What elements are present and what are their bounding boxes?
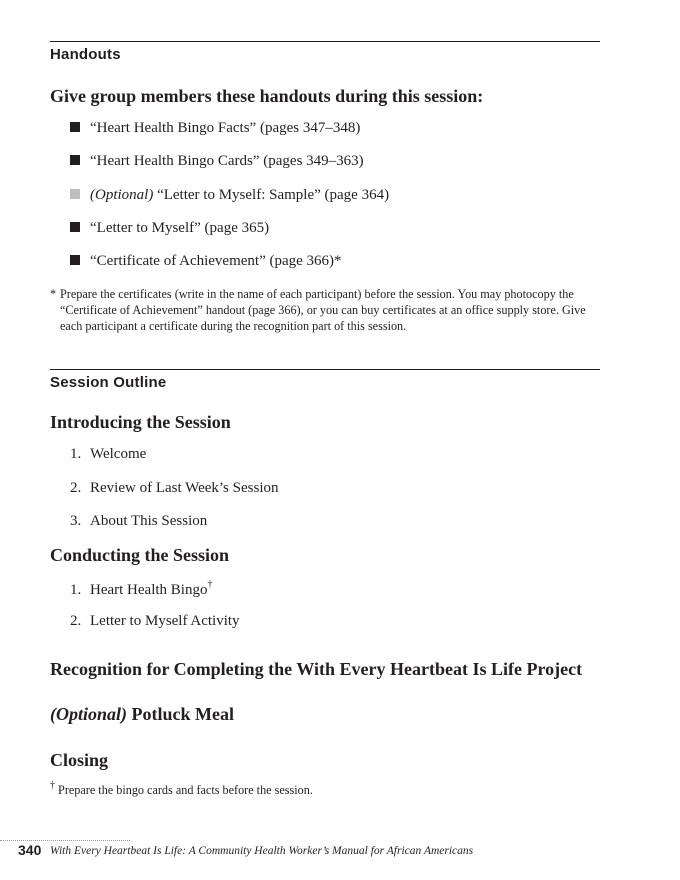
outline-item: [70, 513, 207, 530]
section-rule-outline: [50, 369, 600, 370]
note-marker: *: [50, 287, 57, 301]
closing-heading: Closing: [50, 750, 109, 770]
handout-text: “Letter to Myself: Sample” (page 364): [157, 187, 390, 203]
page-number: 340: [18, 842, 42, 858]
bingo-footnote: [50, 781, 313, 798]
section-label-outline: Session Outline: [50, 374, 167, 391]
outline-item: [70, 613, 240, 630]
item-number: 1.: [70, 446, 82, 462]
section-rule-handouts: [50, 41, 600, 42]
certificate-note: [50, 286, 610, 334]
item-text: Letter to Myself Activity: [90, 613, 240, 629]
introducing-heading: Introducing the Session: [50, 412, 231, 432]
footnote-text: Prepare the bingo cards and facts before the session.: [58, 783, 313, 798]
handouts-intro-heading: Give group members these handouts during this session:: [50, 86, 484, 106]
handout-item: [70, 220, 269, 237]
optional-label: (Optional): [50, 704, 128, 724]
item-number: 3.: [70, 513, 82, 529]
item-text: Review of Last Week’s Session: [90, 480, 279, 496]
handout-text: “Heart Health Bingo Facts” (pages 347–348): [90, 120, 361, 136]
outline-item: [70, 480, 279, 497]
square-bullet-icon: [70, 255, 80, 265]
item-number: 2.: [70, 480, 82, 496]
outline-item: [70, 446, 146, 463]
conducting-heading: Conducting the Session: [50, 545, 230, 565]
item-number: 2.: [70, 613, 82, 629]
handout-item: [70, 153, 364, 170]
item-number: 1.: [70, 582, 82, 598]
handout-item: [70, 253, 342, 270]
handout-text: “Letter to Myself” (page 365): [90, 220, 270, 236]
square-bullet-optional-icon: [70, 189, 80, 199]
potluck-text: Potluck Meal: [131, 704, 234, 724]
footer-dotted-rule: [0, 840, 130, 841]
item-text: Heart Health Bingo: [90, 582, 208, 598]
section-label-handouts: Handouts: [50, 46, 121, 63]
note-text: Prepare the certificates (write in the name of each participant) before the session. You may photocopy the “Certificate of Achievement” handout (page 366), or you can buy certificates at an office supply store. Give each participant a certificate during the recognition part of this session.: [60, 287, 586, 333]
handout-item: [70, 120, 360, 137]
optional-label: (Optional): [90, 187, 154, 203]
item-text: Welcome: [90, 446, 147, 462]
dagger-mark: †: [207, 579, 213, 590]
recognition-heading: Recognition for Completing the With Every Heartbeat Is Life Project: [50, 659, 583, 679]
square-bullet-icon: [70, 122, 80, 132]
handout-item-optional: [70, 187, 389, 204]
square-bullet-icon: [70, 155, 80, 165]
square-bullet-icon: [70, 222, 80, 232]
handout-text: “Certificate of Achievement” (page 366)*: [90, 253, 342, 269]
item-text: About This Session: [90, 513, 208, 529]
dagger-mark: †: [50, 780, 55, 791]
running-title: With Every Heartbeat Is Life: A Community Health Worker’s Manual for African Americans: [50, 845, 474, 857]
handout-text: “Heart Health Bingo Cards” (pages 349–363): [90, 153, 364, 169]
potluck-heading: [50, 704, 234, 725]
outline-item: [70, 580, 212, 599]
